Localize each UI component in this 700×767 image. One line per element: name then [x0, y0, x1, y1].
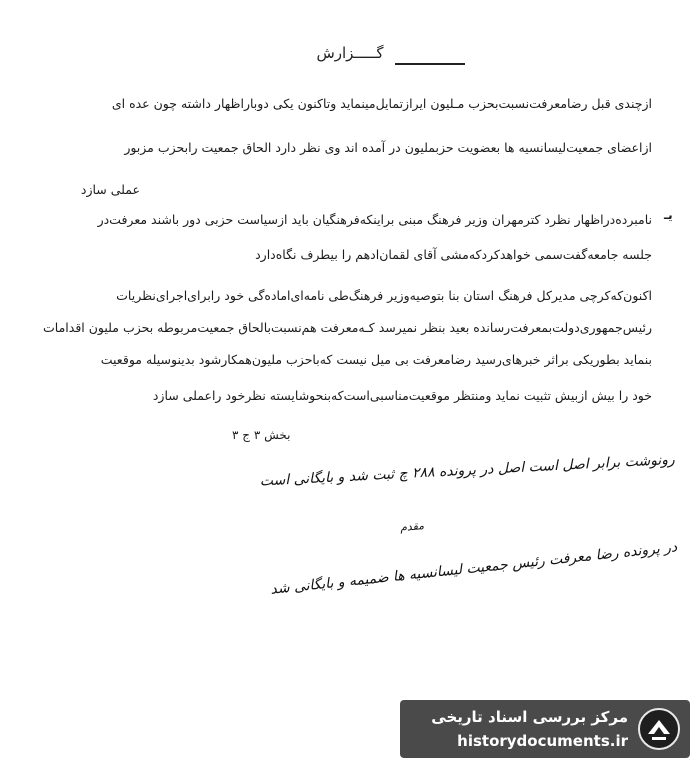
page-title: گـــــزارش: [316, 44, 384, 62]
paragraph-line: ازچندی قبل رضامعرفت‌نسبت‌بحزب مـلیون ایرازتمایل‌مینماید وتاکنون یکی دوباراظهار داشته چون عده ای: [111, 96, 652, 111]
title-underline: [395, 63, 465, 65]
paragraph-line: خود را بیش ازبیش تثبیت نماید ومنتظر موقعیت‌مناسبی‌است‌که‌بنحوشایسته نظرخود راعملی سازد: [152, 388, 652, 403]
paragraph-line: اکنون‌که‌کرچی مدیرکل فرهنگ استان بنا بتوصیه‌وزیر فرهنگ‌طی نامه‌ای‌اماده‌گی خود رابرای‌اجرای‌نظریات: [116, 288, 652, 303]
watermark: [400, 700, 690, 758]
handwritten-note: رونوشت برابر اصل است اصل در پرونده ۲۸۸ چ ثبت شد و بایگانی است: [259, 451, 676, 490]
paragraph-line: نامبرده‌دراظهار نظرد کترمهران وزیر فرهنگ مبنی براینکه‌فرهنگیان باید ازسیاست حزبی دور باشند معرفت‌در: [97, 212, 652, 227]
history-documents-logo-icon: [638, 708, 680, 750]
watermark-url: historydocuments.ir: [457, 732, 628, 750]
watermark-title: مرکز بررسی اسناد تاریخی: [431, 708, 628, 726]
paragraph-line: عملی سازد: [80, 182, 140, 197]
paragraph-line: جلسه جامعه‌گفت‌سمی خواهدکردکه‌مشی آقای لقمان‌ادهم را بیطرف نگاه‌دارد: [255, 247, 652, 262]
paragraph-line: ازاعضای جمعیت‌لیسانسیه ها بعضویت حزبملیون در آمده اند وی نظر دارد الحاق جمعیت رابحزب مزبور: [124, 140, 652, 155]
paragraph-line: بنماید بطوریکی براثر خبرهای‌رسید رضامعرفت بی میل نیست که‌باحزب ملیون‌همکارشود بدینوسیله موقعیت: [100, 352, 652, 367]
handwritten-signature: مقدم: [399, 518, 425, 535]
handwritten-note: در پرونده رضا معرفت رئیس جمعیت لیسانسیه ها ضمیمه و بایگانی شد: [269, 539, 678, 598]
reference-code: بخش ۳ ج ۳: [232, 428, 291, 442]
margin-mark: یـ: [664, 208, 673, 222]
paragraph-line: رئیس‌جمهوری‌دولت‌بمعرفت‌رسانده بعید بنظر نمیرسد کـه‌معرفت هم‌نسبت‌بالحاق جمعیت‌مربوطه بحزب ملیون اقدامات: [43, 320, 652, 335]
